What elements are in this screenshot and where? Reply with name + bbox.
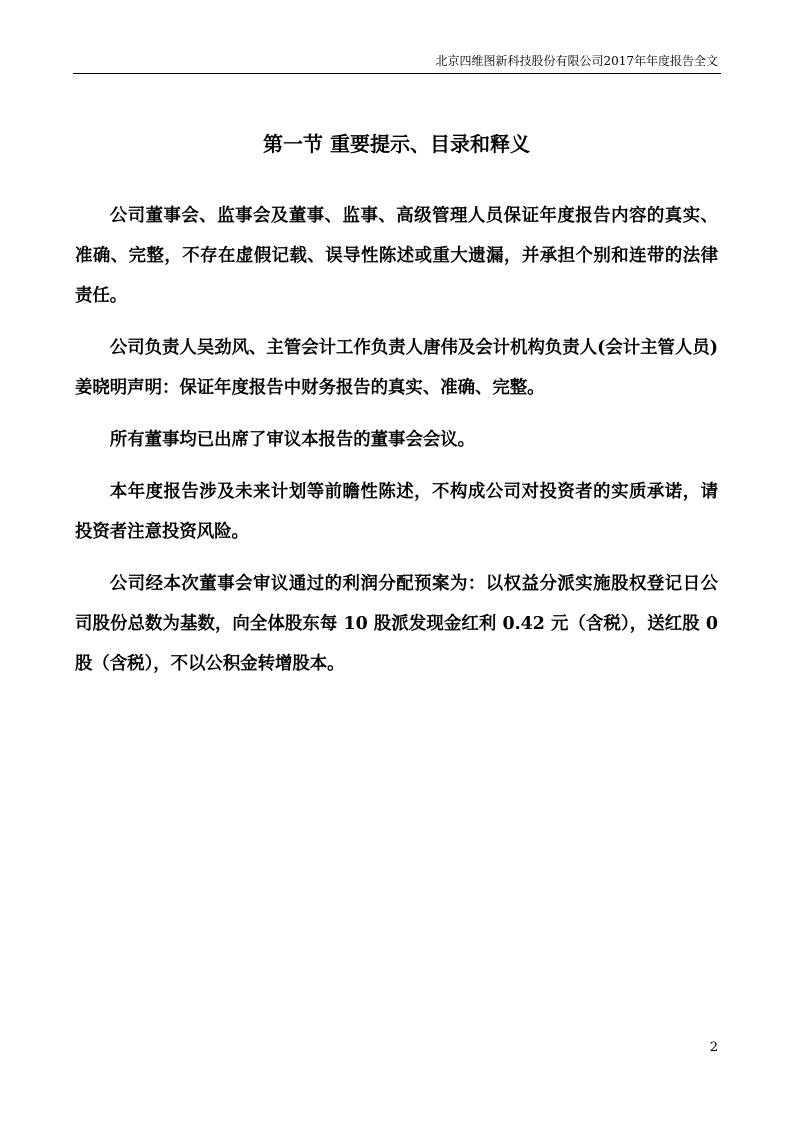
page-number: 2: [709, 1040, 718, 1055]
paragraph-forward-looking-risk: 本年度报告涉及未来计划等前瞻性陈述，不构成公司对投资者的实质承诺，请投资者注意投资风险。: [75, 482, 718, 542]
header-divider: [73, 73, 721, 74]
paragraph-responsibility-statement: 公司董事会、监事会及董事、监事、高级管理人员保证年度报告内容的真实、准确、完整，不存在虚假记载、误导性陈述或重大遗漏，并承担个别和连带的法律责任。: [75, 206, 718, 306]
section-title: 第一节 重要提示、目录和释义: [263, 132, 530, 156]
paragraph-board-attendance: 所有董事均已出席了审议本报告的董事会会议。: [109, 430, 476, 450]
body-text: [75, 196, 718, 696]
running-header: 北京四维图新科技股份有限公司2017年年度报告全文: [435, 54, 718, 68]
paragraph-financial-statement-declaration: 公司负责人吴劲风、主管会计工作负责人唐伟及会计机构负责人(会计主管人员)姜晓明声明：保证年度报告中财务报告的真实、准确、完整。: [75, 338, 718, 398]
paragraph-profit-distribution: 公司经本次董事会审议通过的利润分配预案为：以权益分派实施股权登记日公司股份总数为基数，向全体股东每 10 股派发现金红利 0.42 元（含税），送红股 0 股（含税），不以公积金转增股本。: [75, 574, 718, 674]
